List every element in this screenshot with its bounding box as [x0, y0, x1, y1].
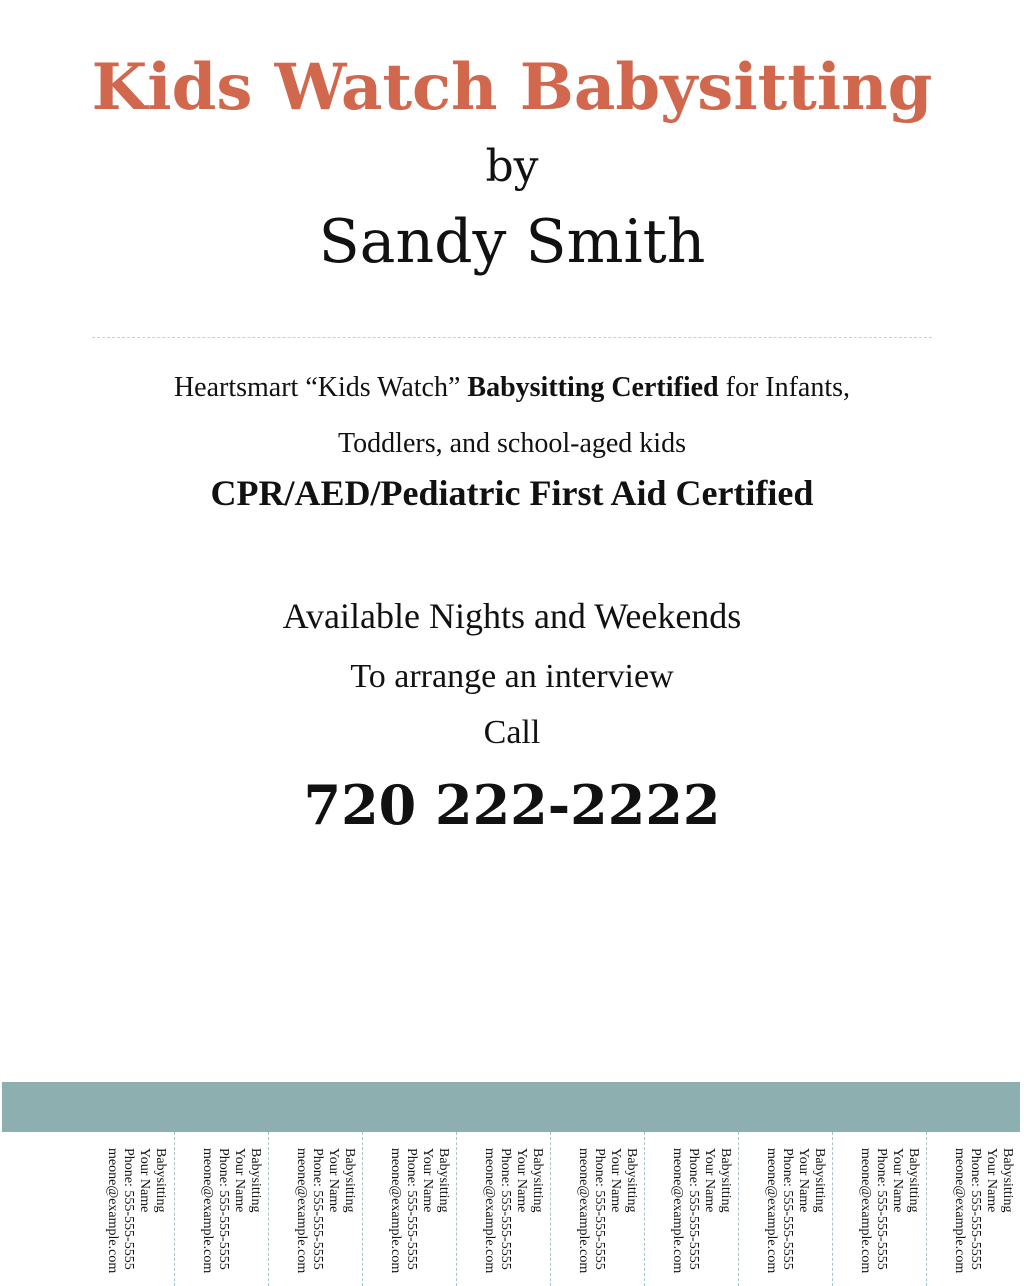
tear-tab[interactable] [362, 1132, 457, 1286]
tab-phone: Phone: 555-555-5555 [968, 1148, 983, 1270]
certification-prefix: Heartsmart “Kids Watch” [173, 372, 468, 403]
cpr-certification: CPR/AED/Pediatric First Aid Certified [210, 473, 814, 513]
tear-tab[interactable] [926, 1132, 1021, 1286]
tear-tab-text [193, 1132, 263, 1286]
tab-name: Your Name [137, 1148, 152, 1213]
tab-name: Your Name [890, 1148, 905, 1213]
tear-tab-text [287, 1132, 357, 1286]
tear-tab-text [569, 1132, 639, 1286]
arrange-interview-text: To arrange an interview [350, 658, 674, 695]
tear-tab-text [381, 1132, 451, 1286]
tear-tab-text [98, 1132, 168, 1286]
color-band [2, 1082, 1020, 1132]
tear-off-tabs [80, 1132, 1024, 1286]
tab-service: Babysitting [1000, 1148, 1015, 1213]
tab-email: meone@example.com [388, 1148, 403, 1274]
certification-suffix: for Infants, [718, 372, 851, 403]
tear-tab[interactable] [456, 1132, 551, 1286]
tab-email: meone@example.com [764, 1148, 779, 1274]
tab-service: Babysitting [624, 1148, 639, 1213]
certification-line-1 [0, 360, 1024, 416]
tab-phone: Phone: 555-555-5555 [686, 1148, 701, 1270]
tab-phone: Phone: 555-555-5555 [310, 1148, 325, 1270]
tab-phone: Phone: 555-555-5555 [121, 1148, 136, 1270]
tab-name: Your Name [608, 1148, 623, 1213]
tear-tab[interactable] [832, 1132, 927, 1286]
phone-number: 720 222-2222 [303, 773, 721, 837]
tab-name: Your Name [984, 1148, 999, 1213]
tear-tab[interactable] [174, 1132, 269, 1286]
tab-name: Your Name [232, 1148, 247, 1213]
tab-email: meone@example.com [858, 1148, 873, 1274]
tear-tab[interactable] [738, 1132, 833, 1286]
tab-name: Your Name [420, 1148, 435, 1213]
by-line: by [485, 141, 539, 192]
tab-email: meone@example.com [670, 1148, 685, 1274]
tab-service: Babysitting [248, 1148, 263, 1213]
tab-email: meone@example.com [576, 1148, 591, 1274]
tab-email: meone@example.com [294, 1148, 309, 1274]
tear-tab-text [945, 1132, 1015, 1286]
tear-tab-text [663, 1132, 733, 1286]
tab-email: meone@example.com [200, 1148, 215, 1274]
tear-tab[interactable] [550, 1132, 645, 1286]
call-text: Call [483, 714, 541, 751]
tab-phone: Phone: 555-555-5555 [498, 1148, 513, 1270]
tab-service: Babysitting [436, 1148, 451, 1213]
certification-text [0, 360, 1024, 472]
tab-name: Your Name [702, 1148, 717, 1213]
tab-name: Your Name [514, 1148, 529, 1213]
tear-tab[interactable] [644, 1132, 739, 1286]
tear-tab-text [475, 1132, 545, 1286]
tab-email: meone@example.com [952, 1148, 967, 1274]
tab-service: Babysitting [812, 1148, 827, 1213]
sitter-name: Sandy Smith [318, 207, 706, 277]
tab-phone: Phone: 555-555-5555 [404, 1148, 419, 1270]
tab-phone: Phone: 555-555-5555 [216, 1148, 231, 1270]
tab-service: Babysitting [906, 1148, 921, 1213]
tab-email: meone@example.com [482, 1148, 497, 1274]
tab-name: Your Name [326, 1148, 341, 1213]
certification-line-2: Toddlers, and school-aged kids [338, 428, 686, 459]
tab-phone: Phone: 555-555-5555 [592, 1148, 607, 1270]
tab-service: Babysitting [342, 1148, 357, 1213]
tab-name: Your Name [796, 1148, 811, 1213]
tab-phone: Phone: 555-555-5555 [780, 1148, 795, 1270]
availability-text: Available Nights and Weekends [282, 596, 742, 636]
flyer-title: Kids Watch Babysitting [91, 50, 933, 125]
tear-tab-text [757, 1132, 827, 1286]
tear-tab-text [851, 1132, 921, 1286]
tab-service: Babysitting [530, 1148, 545, 1213]
tab-service: Babysitting [153, 1148, 168, 1213]
dashed-divider [92, 337, 932, 338]
tear-tab[interactable] [268, 1132, 363, 1286]
tab-service: Babysitting [718, 1148, 733, 1213]
tab-email: meone@example.com [105, 1148, 120, 1274]
tear-tab[interactable] [80, 1132, 174, 1286]
certification-bold: Babysitting Certified [467, 372, 719, 403]
tab-phone: Phone: 555-555-5555 [874, 1148, 889, 1270]
